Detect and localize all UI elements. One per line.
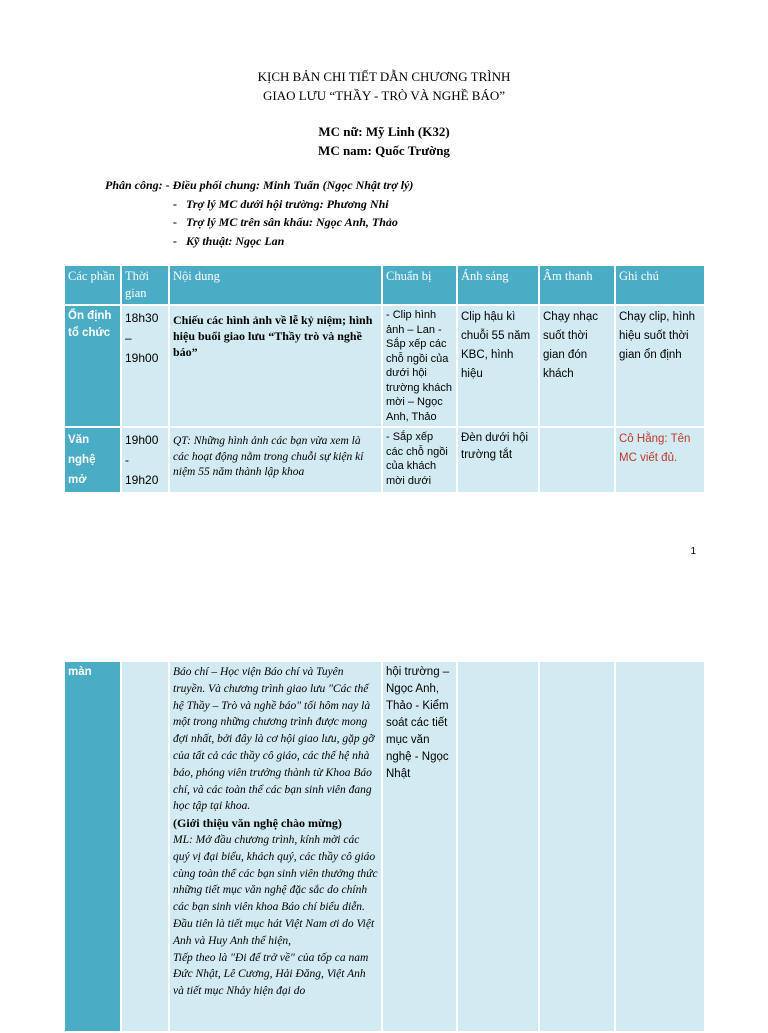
table-row bbox=[65, 662, 705, 1032]
content-paragraph: Đầu tiên là tiết mục hát Việt Nam ơi do Việt Anh và Huy Anh thể hiện, bbox=[173, 917, 375, 947]
table-row bbox=[65, 305, 705, 427]
header-content: Nội dung bbox=[169, 266, 382, 305]
assign-mc-assistant-hall: Trợ lý MC dưới hội trường: Phương Nhi bbox=[186, 197, 389, 211]
assign-coordinator: Điều phối chung: Minh Tuấn (Ngọc Nhật trợ lý) bbox=[172, 178, 414, 192]
assignment-line-1 bbox=[105, 178, 413, 193]
assign-label: Phân công: - bbox=[105, 178, 170, 192]
cell-sound: Chạy nhạc suốt thời gian đón khách bbox=[539, 305, 615, 427]
cell-lighting: Clip hậu kì chuỗi 55 năm KBC, hình hiệu bbox=[457, 305, 539, 427]
bullet-dash: - bbox=[173, 234, 177, 248]
script-table bbox=[65, 266, 706, 494]
header-preparation: Chuẩn bị bbox=[382, 266, 457, 305]
cell-preparation: - Sắp xếp các chỗ ngồi của khách mời dưới bbox=[382, 427, 457, 493]
cell-content: QT: Những hình ảnh các bạn vừa xem là các hoạt động nằm trong chuỗi sự kiện kỉ niệm 55 năm thành lập khoa bbox=[169, 427, 382, 493]
cell-part: Văn nghệ mở bbox=[65, 427, 121, 493]
cell-content bbox=[169, 662, 382, 1032]
bullet-dash: - bbox=[173, 197, 177, 211]
header-notes: Ghi chú bbox=[615, 266, 705, 305]
bullet-dash: - bbox=[173, 215, 177, 229]
doc-title-line1: KỊCH BẢN CHI TIẾT DẪN CHƯƠNG TRÌNH bbox=[257, 69, 511, 84]
content-heading: (Giới thiệu văn nghệ chào mừng) bbox=[173, 816, 342, 831]
cell-sound bbox=[539, 427, 615, 493]
cell-notes: Chạy clip, hình hiệu suốt thời gian ổn định bbox=[615, 305, 705, 427]
doc-title-line2: GIAO LƯU “THẦY - TRÒ VÀ NGHỀ BÁO” bbox=[262, 88, 505, 103]
page-number: 1 bbox=[690, 546, 696, 557]
assignment-line-2 bbox=[173, 197, 389, 212]
cell-notes: Cô Hằng: Tên MC viết đủ. bbox=[615, 427, 705, 493]
cell-part: Ổn định tổ chức bbox=[65, 305, 121, 427]
table-header-row bbox=[65, 266, 705, 305]
header-lighting: Ánh sáng bbox=[457, 266, 539, 305]
content-paragraph: Báo chí – Học viện Báo chí và Tuyên truyền. Và chương trình giao lưu "Các thế hệ Thầy – Trò và nghề báo" tối hôm nay là một trong những chương trình được mong đợi nhất, bởi đây là cơ hội giao lưu, gặp gỡ của tất cả các thầy cô giáo, các thế hệ nhà báo, phóng viên trưởng thành từ Khoa Báo chí, và các toàn thể các bạn sinh viên đang học tập tại khoa. bbox=[173, 666, 375, 813]
table-row bbox=[65, 427, 705, 493]
cell-preparation: - Clip hình ảnh – Lan - Sắp xếp các chỗ ngồi của dưới hội trường khách mời – Ngọc Anh, Thảo bbox=[382, 305, 457, 427]
header-sound: Âm thanh bbox=[539, 266, 615, 305]
assignment-line-4 bbox=[173, 234, 284, 249]
cell-lighting bbox=[457, 662, 539, 1032]
cell-notes bbox=[615, 662, 705, 1032]
cell-part: màn bbox=[65, 662, 121, 1032]
cell-lighting: Đèn dưới hội trường tắt bbox=[457, 427, 539, 493]
cell-time: 18h30 – 19h00 bbox=[121, 305, 169, 427]
cell-time bbox=[121, 662, 169, 1032]
script-table-continued bbox=[65, 662, 706, 1033]
assignment-line-3 bbox=[173, 215, 398, 230]
assign-technical: Kỹ thuật: Ngọc Lan bbox=[186, 234, 285, 248]
content-paragraph: ML: Mở đầu chương trình, kính mời các quý vị đại biểu, khách quý, các thầy cô giáo cùng toàn thể các bạn sinh viên thưởng thức những tiết mục văn nghệ đặc sắc do chính các bạn sinh viên khoa Báo chí biểu diễn. bbox=[173, 833, 378, 914]
cell-time: 19h00 - 19h20 bbox=[121, 427, 169, 493]
header-time: Thời gian bbox=[121, 266, 169, 305]
cell-sound bbox=[539, 662, 615, 1032]
cell-content: Chiếu các hình ảnh về lễ kỷ niệm; hình hiệu buổi giao lưu “Thầy trò và nghề báo” bbox=[169, 305, 382, 427]
header-parts: Các phần bbox=[65, 266, 121, 305]
content-paragraph: Tiếp theo là "Đi để trở về" của tốp ca nam Đức Nhật, Lê Cương, Hải Đăng, Việt Anh và tiết mục Nhảy hiện đại do bbox=[173, 951, 369, 998]
assign-mc-assistant-stage: Trợ lý MC trên sân khấu: Ngọc Anh, Thảo bbox=[186, 215, 398, 229]
cell-preparation: hội trường – Ngọc Anh, Thảo - Kiểm soát các tiết mục văn nghệ - Ngọc Nhật bbox=[382, 662, 457, 1032]
mc-female: MC nữ: Mỹ Linh (K32) bbox=[318, 124, 450, 139]
mc-male: MC nam: Quốc Trường bbox=[318, 143, 450, 158]
